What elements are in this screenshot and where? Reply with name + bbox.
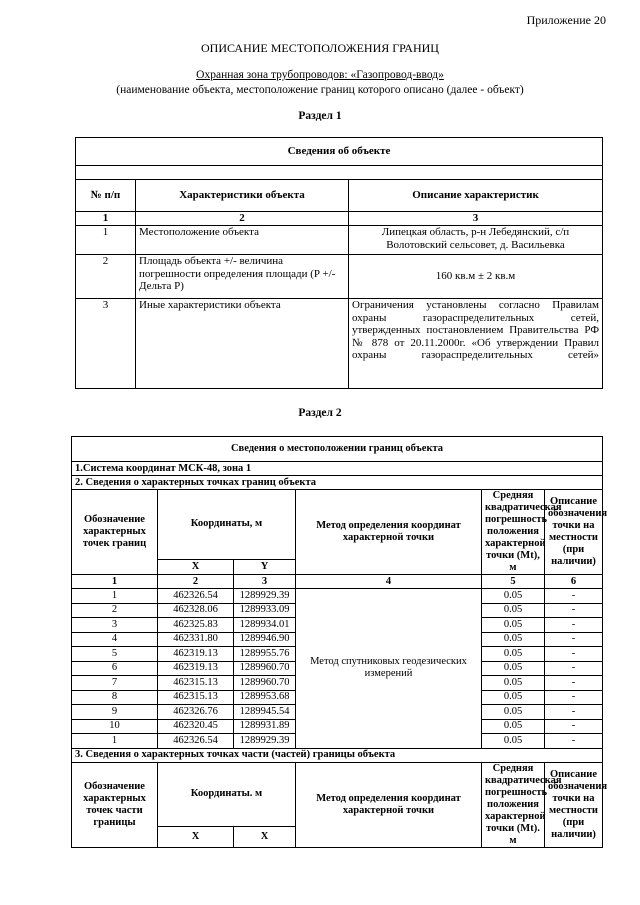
point-x: 462315.13 <box>158 690 234 705</box>
col-number: 3 <box>234 575 296 589</box>
row-description: Ограничения установлены согласно Правилам охраны газораспределительных сетей, утвержденных постановлением Правительства РФ № 878 от 20.11.2000г. «Об утверждении Правил охраны газораспределительных сетей» <box>349 299 603 389</box>
point-y: 1289933.09 <box>234 603 296 618</box>
table-row <box>76 299 603 389</box>
point-y: 1289934.01 <box>234 618 296 633</box>
point-id: 7 <box>72 676 158 691</box>
row-characteristic: Местоположение объекта <box>136 226 349 255</box>
point-y: 1289955.76 <box>234 647 296 662</box>
row-number: 1 <box>76 226 136 255</box>
object-table-title: Сведения об объекте <box>76 138 603 166</box>
point-id: 2 <box>72 603 158 618</box>
point-desc: - <box>545 632 603 647</box>
points-heading: 2. Сведения о характерных точках границ объекта <box>72 476 603 490</box>
point-mt: 0.05 <box>482 690 545 705</box>
col-number: 1 <box>76 212 136 226</box>
point-desc: - <box>545 618 603 633</box>
parts-header-method: Метод определения координат характерной точки <box>296 762 482 847</box>
empty-row <box>76 166 603 180</box>
point-y: 1289929.39 <box>234 734 296 749</box>
point-mt: 0.05 <box>482 603 545 618</box>
point-mt: 0.05 <box>482 676 545 691</box>
section-1-label: Раздел 1 <box>298 110 342 122</box>
point-mt: 0.05 <box>482 705 545 720</box>
row-characteristic: Иные характеристики объекта <box>136 299 349 389</box>
point-x: 462320.45 <box>158 719 234 734</box>
point-x: 462319.13 <box>158 647 234 662</box>
boundaries-table <box>71 436 608 848</box>
col-number: 2 <box>136 212 349 226</box>
point-id: 1 <box>72 589 158 604</box>
point-y: 1289931.89 <box>234 719 296 734</box>
header-accuracy: Средняя квадратическая погрешность положения характерной точки (Mt), м <box>482 490 545 575</box>
row-number: 3 <box>76 299 136 389</box>
point-desc: - <box>545 661 603 676</box>
point-y: 1289960.70 <box>234 661 296 676</box>
point-desc: - <box>545 734 603 749</box>
col-number: 3 <box>349 212 603 226</box>
point-id: 5 <box>72 647 158 662</box>
point-id: 3 <box>72 618 158 633</box>
row-description: Липецкая область, р-н Лебедянский, с/п Волотовский сельсовет, д. Васильевка <box>349 226 603 255</box>
point-id: 9 <box>72 705 158 720</box>
point-y: 1289929.39 <box>234 589 296 604</box>
point-y: 1289960.70 <box>234 676 296 691</box>
point-x: 462328.06 <box>158 603 234 618</box>
col-header-number: № п/п <box>76 180 136 212</box>
row-description: 160 кв.м ± 2 кв.м <box>349 255 603 299</box>
parts-header-y: X <box>234 827 296 847</box>
point-x: 462319.13 <box>158 661 234 676</box>
header-description: Описание обозначения точки на местности (при наличии) <box>545 490 603 575</box>
header-method: Метод определения координат характерной точки <box>296 490 482 575</box>
point-method: Метод спутниковых геодезических измерений <box>296 589 482 749</box>
col-number: 5 <box>482 575 545 589</box>
parts-heading: 3. Сведения о характерных точках части (частей) границы объекта <box>72 748 603 762</box>
point-desc: - <box>545 603 603 618</box>
point-y: 1289953.68 <box>234 690 296 705</box>
table-row <box>72 589 603 604</box>
point-desc: - <box>545 676 603 691</box>
point-y: 1289945.54 <box>234 705 296 720</box>
header-coords: Координаты, м <box>158 490 296 560</box>
parts-header-designation: Обозначение характерных точек части границы <box>72 762 158 847</box>
point-desc: - <box>545 589 603 604</box>
table-row <box>76 226 603 255</box>
row-number: 2 <box>76 255 136 299</box>
parts-header-coords: Координаты. м <box>158 762 296 827</box>
col-number: 4 <box>296 575 482 589</box>
point-id: 10 <box>72 719 158 734</box>
header-x: X <box>158 559 234 574</box>
col-number: 2 <box>158 575 234 589</box>
point-id: 6 <box>72 661 158 676</box>
appendix-label: Приложение 20 <box>526 13 606 27</box>
col-number: 6 <box>545 575 603 589</box>
point-desc: - <box>545 690 603 705</box>
point-x: 462326.54 <box>158 589 234 604</box>
row-characteristic: Площадь объекта +/- величина погрешности определения площади (P +/- Дельта P) <box>136 255 349 299</box>
col-number: 1 <box>72 575 158 589</box>
zone-name: Охранная зона трубопроводов: «Газопровод-ввод» <box>196 69 444 81</box>
point-desc: - <box>545 705 603 720</box>
point-y: 1289946.90 <box>234 632 296 647</box>
parts-header-description: Описание обозначения точки на местности (при наличии) <box>545 762 603 847</box>
header-designation: Обозначение характерных точек границ <box>72 490 158 575</box>
point-id: 8 <box>72 690 158 705</box>
document-title: ОПИСАНИЕ МЕСТОПОЛОЖЕНИЯ ГРАНИЦ <box>201 41 439 55</box>
point-x: 462315.13 <box>158 676 234 691</box>
point-mt: 0.05 <box>482 647 545 662</box>
parts-header-accuracy: Средняя квадратическая погрешность положения характерной точки (Mt). м <box>482 762 545 847</box>
col-header-description: Описание характеристик <box>349 180 603 212</box>
table-row <box>76 255 603 299</box>
point-id: 4 <box>72 632 158 647</box>
point-desc: - <box>545 719 603 734</box>
col-header-characteristic: Характеристики объекта <box>136 180 349 212</box>
point-mt: 0.05 <box>482 734 545 749</box>
section-2-label: Раздел 2 <box>298 407 342 419</box>
point-mt: 0.05 <box>482 719 545 734</box>
zone-note: (наименование объекта, местоположение границ которого описано (далее - объект) <box>116 84 524 96</box>
object-info-table <box>75 137 603 389</box>
point-x: 462331.80 <box>158 632 234 647</box>
point-x: 462326.54 <box>158 734 234 749</box>
coord-system: 1.Система координат МСК-48, зона 1 <box>72 462 603 476</box>
point-mt: 0.05 <box>482 589 545 604</box>
point-id: 1 <box>72 734 158 749</box>
point-x: 462325.83 <box>158 618 234 633</box>
point-mt: 0.05 <box>482 618 545 633</box>
point-desc: - <box>545 647 603 662</box>
boundaries-table-title: Сведения о местоположении границ объекта <box>72 437 603 462</box>
point-mt: 0.05 <box>482 632 545 647</box>
header-y: Y <box>234 559 296 574</box>
point-mt: 0.05 <box>482 661 545 676</box>
point-x: 462326.76 <box>158 705 234 720</box>
parts-header-x: X <box>158 827 234 847</box>
